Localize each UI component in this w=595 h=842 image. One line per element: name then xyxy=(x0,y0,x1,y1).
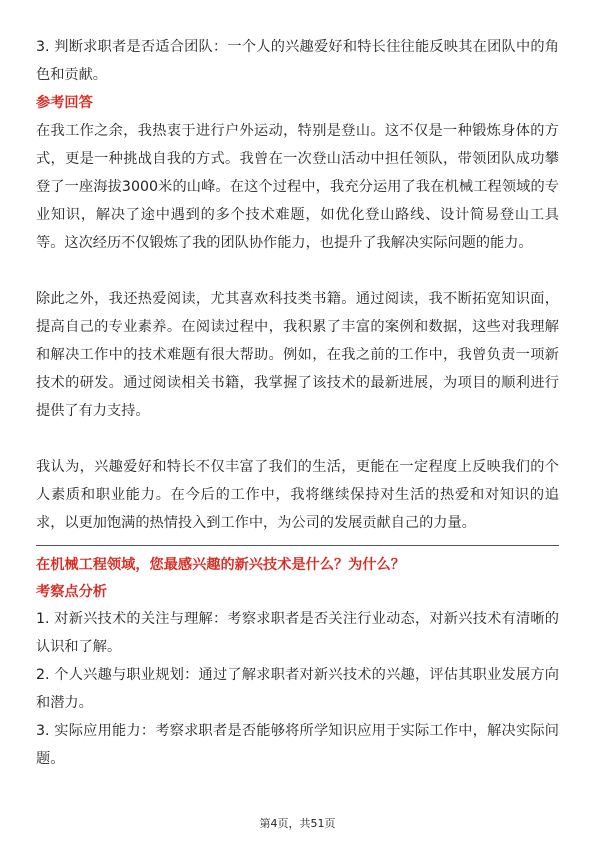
reference-answer-heading: 参考回答 xyxy=(36,95,93,111)
analysis-item-1: 1. 对新兴技术的关注与理解：考察求职者是否关注行业动态，对新兴技术有清晰的认识和了解。 xyxy=(36,611,559,655)
analysis-item-2: 2. 个人兴趣与职业规划：通过了解求职者对新兴技术的兴趣，评估其职业发展方向和潜力。 xyxy=(36,667,559,711)
paragraph-spacer xyxy=(36,257,559,285)
section-divider xyxy=(36,545,559,546)
paragraph-spacer xyxy=(36,425,559,453)
answer-paragraph-1: 在我工作之余，我热衷于进行户外运动，特别是登山。这不仅是一种锻炼身体的方式，更是一种挑战自我的方式。我曾在一次登山活动中担任领队，带领团队成功攀登了一座海拔3000米的山峰。在这个过程中，我充分运用了我在机械工程领域的专业知识，解决了途中遇到的多个技术难题，如优化登山路线、设计简易登山工具等。这次经历不仅锻炼了我的团队协作能力，也提升了我解决实际问题的能力。 xyxy=(36,123,559,251)
answer-paragraph-2: 除此之外，我还热爱阅读，尤其喜欢科技类书籍。通过阅读，我不断拓宽知识面，提高自己的专业素养。在阅读过程中，我积累了丰富的案例和数据，这些对我理解和解决工作中的技术难题有很大帮助。例如，在我之前的工作中，我曾负责一项新技术的研发。通过阅读相关书籍，我掌握了该技术的最新进展，为项目的顺利进行提供了有力支持。 xyxy=(36,291,559,419)
intro-list-item: 3. 判断求职者是否适合团队：一个人的兴趣爱好和特长往往能反映其在团队中的角色和贡献。 xyxy=(36,39,559,83)
page-content xyxy=(36,33,559,773)
answer-paragraph-3: 我认为，兴趣爱好和特长不仅丰富了我们的生活，更能在一定程度上反映我们的个人素质和职业能力。在今后的工作中，我将继续保持对生活的热爱和对知识的追求，以更加饱满的热情投入到工作中，为公司的发展贡献自己的力量。 xyxy=(36,459,559,531)
analysis-heading: 考察点分析 xyxy=(36,584,107,600)
analysis-item-3: 3. 实际应用能力：考察求职者是否能够将所学知识应用于实际工作中，解决实际问题。 xyxy=(36,723,559,767)
question-title: 在机械工程领域，您最感兴趣的新兴技术是什么？为什么？ xyxy=(36,557,405,573)
page-number-footer: 第4页，共51页 xyxy=(259,817,336,830)
